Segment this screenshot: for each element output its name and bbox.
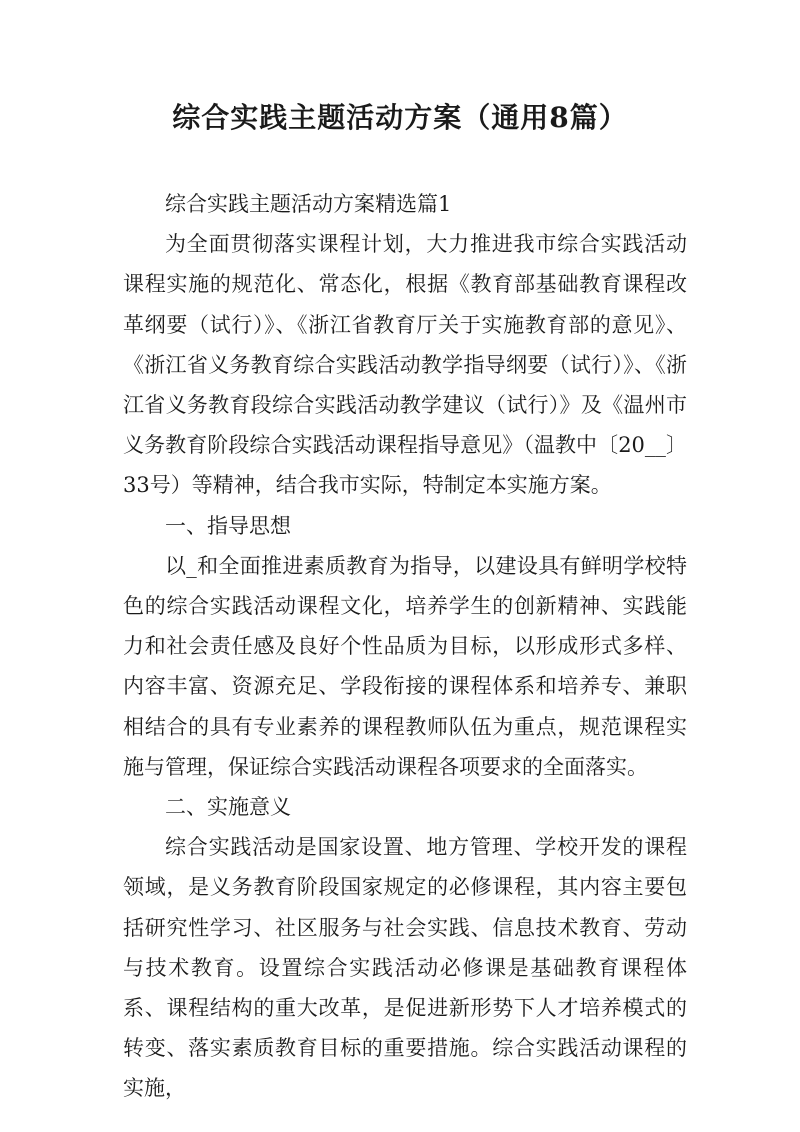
paragraph-implementation-significance: 综合实践活动是国家设置、地方管理、学校开发的课程领域，是义务教育阶段国家规定的必修课程，其内容主要包括研究性学习、社区服务与社会实践、信息技术教育、劳动与技术教育。设置综合实践活动必修课是基础教育课程体系、课程结构的重大改革，是促进新形势下人才培养模式的转变、落实素质教育目标的重要措施。综合实践活动课程的实施， bbox=[123, 835, 687, 1101]
paragraph-guiding-ideology: 以_和全面推进素质教育为指导，以建设具有鲜明学校特色的综合实践活动课程文化，培养学生的创新精神、实践能力和社会责任感及良好个性品质为目标，以形成形式多样、内容丰富、资源充足、学段衔接的课程体系和培养专、兼职相结合的具有专业素养的课程教师队伍为重点，规范课程实施与管理，保证综合实践活动课程各项要求的全面落实。 bbox=[123, 553, 687, 779]
heading-guiding-ideology: 一、指导思想 bbox=[165, 513, 291, 538]
section-heading: 综合实践主题活动方案精选篇1 bbox=[165, 192, 452, 216]
document-title: 综合实践主题活动方案（通用8篇） bbox=[172, 101, 628, 134]
document-body bbox=[123, 184, 687, 1109]
heading-implementation-significance: 二、实施意义 bbox=[165, 795, 291, 820]
paragraph-intro: 为全面贯彻落实课程计划，大力推进我市综合实践活动课程实施的规范化、常态化，根据《教育部基础教育课程改革纲要（试行）》、《浙江省教育厅关于实施教育部的意见》、《浙江省义务教育综合实践活动教学指导纲要（试行）》、《浙江省义务教育段综合实践活动教学建议（试行）》及《温州市义务教育阶段综合实践活动课程指导意见》（温教中〔20__〕33号）等精神，结合我市实际，特制定本实施方案。 bbox=[123, 232, 687, 498]
